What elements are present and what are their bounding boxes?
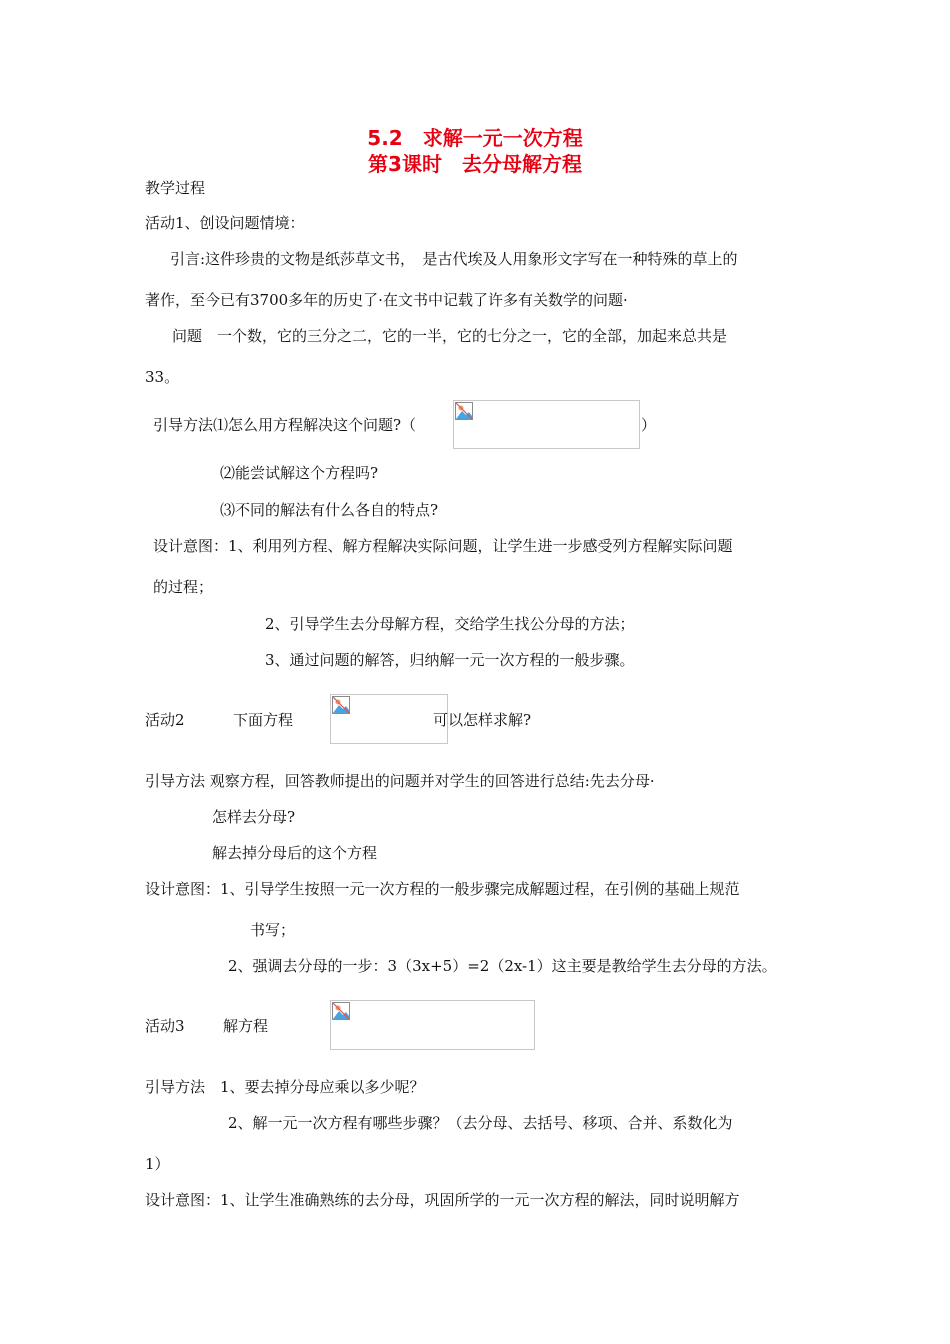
activity3-guide-1: 引导方法 1、要去掉分母应乘以多少呢？	[145, 1078, 425, 1096]
activity2-guide-2: 怎样去分母?	[212, 808, 296, 826]
activity1-heading: 活动1、创设问题情境：	[145, 214, 305, 232]
equation-image-placeholder	[330, 694, 448, 744]
broken-image-icon	[332, 1002, 350, 1020]
activity1-guide-q1-suffix: ）	[641, 416, 657, 434]
activity3-label: 活动3	[145, 1017, 185, 1035]
activity1-intro-line2: 著作，至今已有3700多年的历史了·在文书中记载了许多有关数学的问题·	[145, 291, 628, 309]
activity1-intro-line1: 引言:这件珍贵的文物是纸莎草文书， 是古代埃及人用象形文字写在一种特殊的草上的	[170, 250, 738, 268]
activity2-guide-3: 解去掉分母后的这个方程	[212, 844, 378, 862]
title-line-2: 第3课时 去分母解方程	[368, 152, 582, 176]
equation-image-placeholder	[453, 400, 640, 449]
title-line-1: 5.2 求解一元一次方程	[367, 126, 583, 150]
activity1-problem-line2: 33。	[145, 368, 180, 386]
activity1-design-3: 3、通过问题的解答，归纳解一元一次方程的一般步骤。	[265, 651, 635, 669]
activity1-problem-line1: 问题 一个数，它的三分之二，它的一半，它的七分之一，它的全部，加起来总共是	[172, 327, 728, 345]
activity2-label: 活动2	[145, 711, 185, 729]
section-heading: 教学过程	[145, 179, 206, 197]
activity1-design-line1: 设计意图：1、利用列方程、解方程解决实际问题，让学生进一步感受列方程解实际问题	[153, 537, 733, 555]
activity1-design-line2: 的过程；	[153, 578, 214, 596]
activity2-design-2: 2、强调去分母的一步：3（3x+5）=2（2x-1）这主要是教给学生去分母的方法。	[228, 957, 777, 975]
activity2-guide: 引导方法 观察方程，回答教师提出的问题并对学生的回答进行总结:先去分母·	[145, 772, 655, 790]
broken-image-icon	[455, 402, 473, 420]
activity3-guide-2: 2、解一元一次方程有哪些步骤？（去分母、去括号、移项、合并、系数化为	[228, 1114, 733, 1132]
activity2-design-line2: 书写；	[250, 921, 296, 939]
activity1-guide-q1: 引导方法⑴怎么用方程解决这个问题?（	[153, 416, 417, 434]
activity3-guide-2-cont: 1）	[145, 1155, 170, 1173]
activity3-design-line1: 设计意图：1、让学生准确熟练的去分母，巩固所学的一元一次方程的解法，同时说明解方	[145, 1191, 740, 1209]
activity1-design-2: 2、引导学生去分母解方程，交给学生找公分母的方法；	[265, 615, 635, 633]
equation-image-placeholder	[330, 1000, 535, 1050]
broken-image-icon	[332, 696, 350, 714]
activity1-guide-q2: ⑵能尝试解这个方程吗?	[220, 464, 379, 482]
activity2-suffix: 可以怎样求解?	[433, 711, 532, 729]
activity2-prefix: 下面方程	[233, 711, 294, 729]
activity2-design-line1: 设计意图：1、引导学生按照一元一次方程的一般步骤完成解题过程，在引例的基础上规范	[145, 880, 740, 898]
activity1-guide-q3: ⑶不同的解法有什么各自的特点?	[220, 501, 439, 519]
activity3-prefix: 解方程	[223, 1017, 269, 1035]
